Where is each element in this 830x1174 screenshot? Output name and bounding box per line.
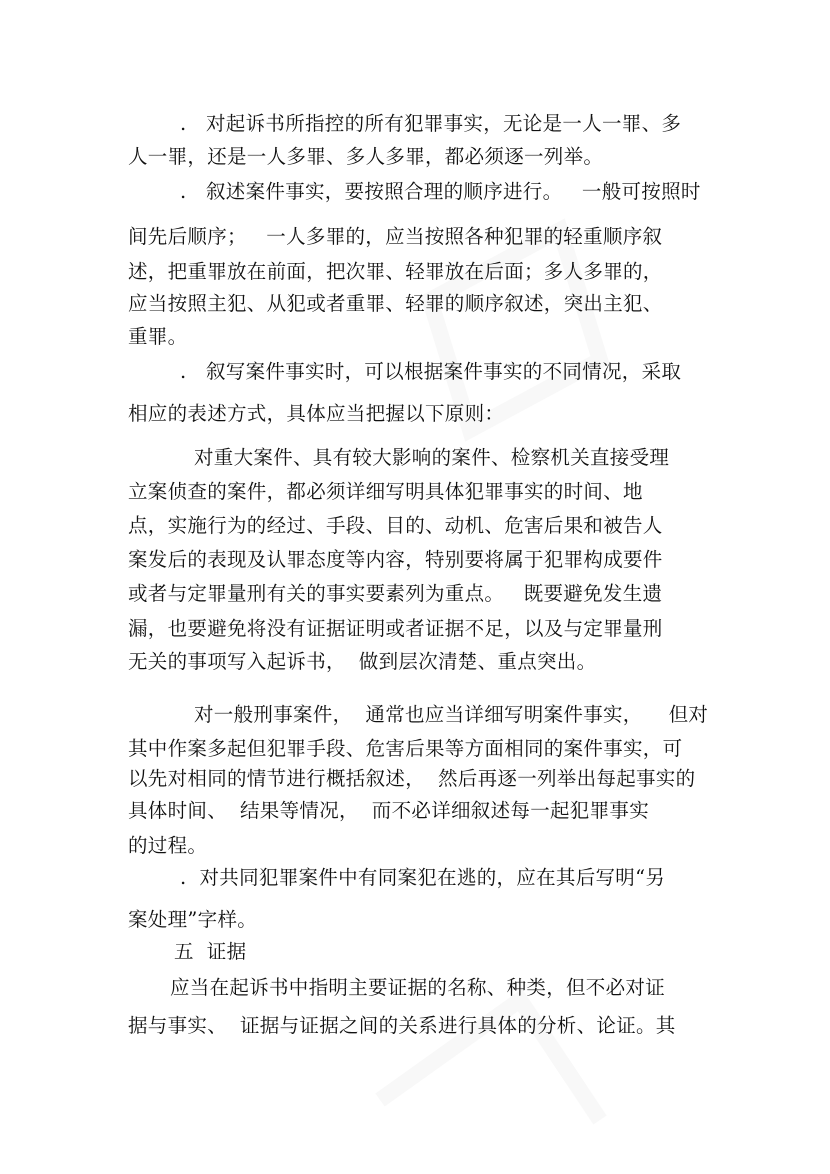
text-line-18: 其中作案多起但犯罪手段、危害后果等方面相同的案件事实，可 bbox=[128, 737, 683, 760]
text-line-22: . 对共同犯罪案件中有同案犯在逃的，应在其后写明“另 bbox=[180, 866, 666, 889]
text-line-3: . 叙述案件事实，要按照合理的顺序进行。 一般可按照时 bbox=[180, 180, 701, 203]
text-line-25: 应当在起诉书中指明主要证据的名称、种类，但不必对证 bbox=[170, 976, 666, 999]
text-line-23: 案处理”字样。 bbox=[128, 908, 258, 931]
text-line-26: 据与事实、 证据与证据之间的关系进行具体的分析、论证。其 bbox=[128, 1014, 676, 1037]
text-line-21: 的过程。 bbox=[128, 834, 208, 857]
text-line-10: 对重大案件、具有较大影响的案件、检察机关直接受理 bbox=[194, 446, 670, 469]
text-line-2: 人一罪，还是一人多罪、多人多罪，都必须逐一列举。 bbox=[128, 145, 604, 168]
text-line-8: . 叙写案件事实时，可以根据案件事实的不同情况，采取 bbox=[180, 360, 682, 383]
text-line-5: 述，把重罪放在前面，把次罪、轻罪放在后面；多人多罪的， bbox=[128, 260, 663, 283]
text-line-11: 立案侦查的案件，都必须详细写明具体犯罪事实的时间、地 bbox=[128, 480, 643, 503]
text-line-7: 重罪。 bbox=[128, 325, 188, 348]
text-line-17: 对一般刑事案件， 通常也应当详细写明案件事实， 但对 bbox=[194, 703, 709, 726]
text-line-12: 点，实施行为的经过、手段、目的、动机、危害后果和被告人 bbox=[128, 514, 663, 537]
text-line-16: 无关的事项写入起诉书， 做到层次清楚、重点突出。 bbox=[128, 650, 597, 673]
text-line-19: 以先对相同的情节进行概括叙述， 然后再逐一列举出每起事实的 bbox=[128, 767, 696, 790]
text-line-6: 应当按照主犯、从犯或者重罪、轻罪的顺序叙述，突出主犯、 bbox=[128, 292, 663, 315]
text-line-13: 案发后的表现及认罪态度等内容，特别要将属于犯罪构成要件 bbox=[128, 548, 663, 571]
section-heading-evidence: 五 证据 bbox=[174, 940, 247, 963]
text-line-15: 漏，也要避免将没有证据证明或者证据不足，以及与定罪量刑 bbox=[128, 617, 663, 640]
text-line-14: 或者与定罪量刑有关的事实要素列为重点。 既要避免发生遗 bbox=[128, 582, 663, 605]
text-line-9: 相应的表述方式，具体应当把握以下原则： bbox=[128, 402, 505, 425]
text-line-4: 间先后顺序； 一人多罪的，应当按照各种犯罪的轻重顺序叙 bbox=[128, 225, 663, 248]
text-line-1: . 对起诉书所指控的所有犯罪事实，无论是一人一罪、多 bbox=[180, 112, 682, 135]
text-line-20: 具体时间、 结果等情况， 而不必详细叙述每一起犯罪事实 bbox=[128, 799, 649, 822]
